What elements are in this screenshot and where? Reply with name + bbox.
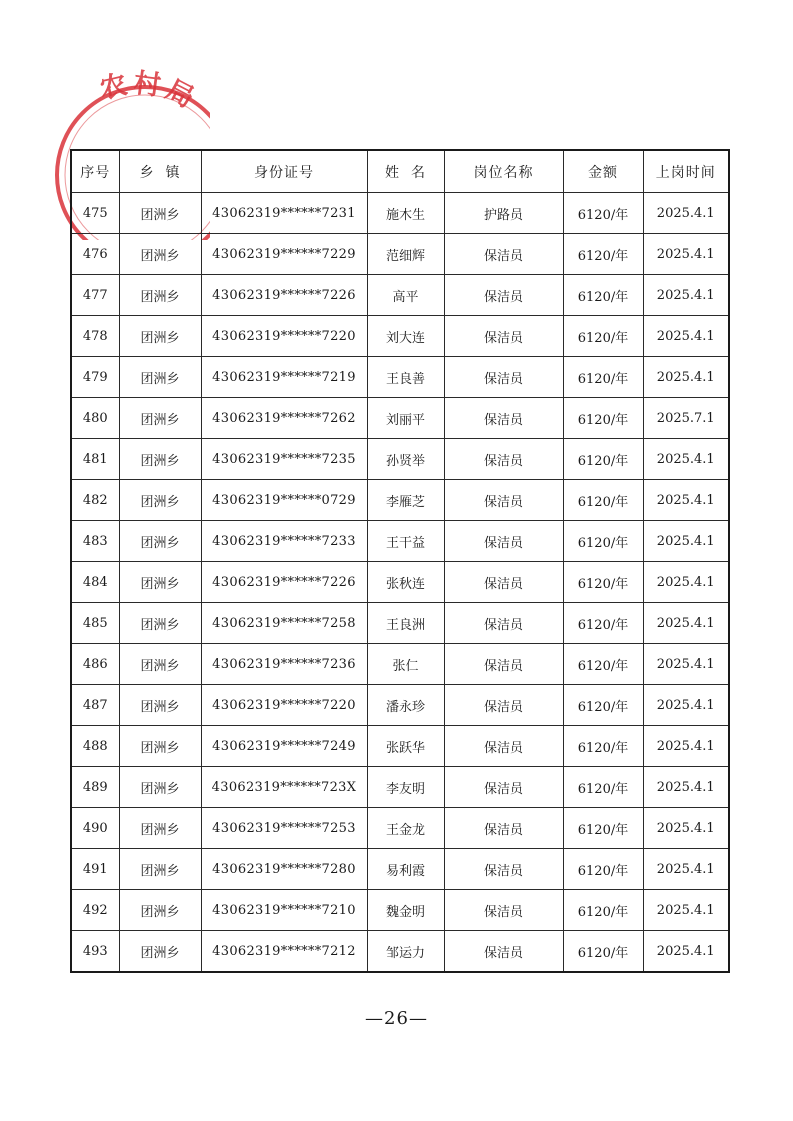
cell-name: 张仁 — [367, 644, 444, 685]
cell-name: 张跃华 — [367, 726, 444, 767]
cell-id: 43062319******7226 — [201, 275, 367, 316]
cell-amount: 6120/年 — [563, 316, 643, 357]
cell-name: 王良善 — [367, 357, 444, 398]
cell-seq: 491 — [71, 849, 119, 890]
cell-post: 保洁员 — [444, 603, 563, 644]
table-row — [71, 316, 729, 357]
cell-town: 团洲乡 — [119, 849, 201, 890]
header-start: 上岗时间 — [643, 150, 729, 193]
cell-id: 43062319******7236 — [201, 644, 367, 685]
table-row — [71, 808, 729, 849]
cell-id: 43062319******7220 — [201, 316, 367, 357]
cell-name: 刘丽平 — [367, 398, 444, 439]
cell-name: 潘永珍 — [367, 685, 444, 726]
cell-name: 范细辉 — [367, 234, 444, 275]
cell-start: 2025.4.1 — [643, 316, 729, 357]
header-town: 乡 镇 — [119, 150, 201, 193]
cell-post: 保洁员 — [444, 439, 563, 480]
cell-id: 43062319******7226 — [201, 562, 367, 603]
cell-seq: 478 — [71, 316, 119, 357]
cell-town: 团洲乡 — [119, 808, 201, 849]
table-row — [71, 603, 729, 644]
table-row — [71, 890, 729, 931]
table-row — [71, 767, 729, 808]
cell-post: 保洁员 — [444, 767, 563, 808]
cell-seq: 487 — [71, 685, 119, 726]
cell-seq: 482 — [71, 480, 119, 521]
table-row — [71, 931, 729, 973]
cell-amount: 6120/年 — [563, 357, 643, 398]
cell-start: 2025.4.1 — [643, 275, 729, 316]
cell-id: 43062319******7219 — [201, 357, 367, 398]
cell-seq: 481 — [71, 439, 119, 480]
cell-start: 2025.4.1 — [643, 726, 729, 767]
cell-amount: 6120/年 — [563, 726, 643, 767]
cell-post: 保洁员 — [444, 562, 563, 603]
cell-id: 43062319******7233 — [201, 521, 367, 562]
cell-name: 王干益 — [367, 521, 444, 562]
cell-seq: 484 — [71, 562, 119, 603]
cell-post: 保洁员 — [444, 398, 563, 439]
cell-town: 团洲乡 — [119, 193, 201, 234]
cell-start: 2025.4.1 — [643, 521, 729, 562]
cell-start: 2025.4.1 — [643, 931, 729, 973]
personnel-table — [70, 149, 730, 973]
cell-id: 43062319******7212 — [201, 931, 367, 973]
cell-id: 43062319******7220 — [201, 685, 367, 726]
cell-amount: 6120/年 — [563, 767, 643, 808]
table-row — [71, 480, 729, 521]
cell-name: 李友明 — [367, 767, 444, 808]
cell-post: 保洁员 — [444, 726, 563, 767]
cell-post: 保洁员 — [444, 316, 563, 357]
table-row — [71, 562, 729, 603]
cell-seq: 488 — [71, 726, 119, 767]
cell-amount: 6120/年 — [563, 603, 643, 644]
cell-town: 团洲乡 — [119, 726, 201, 767]
cell-post: 保洁员 — [444, 480, 563, 521]
cell-seq: 490 — [71, 808, 119, 849]
cell-name: 高平 — [367, 275, 444, 316]
cell-post: 保洁员 — [444, 357, 563, 398]
cell-start: 2025.4.1 — [643, 439, 729, 480]
cell-amount: 6120/年 — [563, 480, 643, 521]
cell-name: 魏金明 — [367, 890, 444, 931]
cell-id: 43062319******0729 — [201, 480, 367, 521]
table-row — [71, 193, 729, 234]
table-row — [71, 275, 729, 316]
cell-start: 2025.4.1 — [643, 890, 729, 931]
cell-id: 43062319******7258 — [201, 603, 367, 644]
cell-town: 团洲乡 — [119, 521, 201, 562]
cell-seq: 475 — [71, 193, 119, 234]
cell-amount: 6120/年 — [563, 849, 643, 890]
cell-id: 43062319******7262 — [201, 398, 367, 439]
cell-post: 保洁员 — [444, 931, 563, 973]
table-row — [71, 234, 729, 275]
cell-post: 保洁员 — [444, 234, 563, 275]
cell-town: 团洲乡 — [119, 439, 201, 480]
cell-seq: 479 — [71, 357, 119, 398]
cell-town: 团洲乡 — [119, 685, 201, 726]
cell-name: 易利霞 — [367, 849, 444, 890]
cell-post: 保洁员 — [444, 808, 563, 849]
cell-seq: 480 — [71, 398, 119, 439]
table-row — [71, 849, 729, 890]
table-row — [71, 685, 729, 726]
cell-amount: 6120/年 — [563, 193, 643, 234]
cell-amount: 6120/年 — [563, 890, 643, 931]
cell-seq: 492 — [71, 890, 119, 931]
cell-seq: 489 — [71, 767, 119, 808]
cell-seq: 493 — [71, 931, 119, 973]
cell-id: 43062319******7210 — [201, 890, 367, 931]
header-name: 姓 名 — [367, 150, 444, 193]
cell-id: 43062319******7229 — [201, 234, 367, 275]
cell-amount: 6120/年 — [563, 931, 643, 973]
cell-name: 施木生 — [367, 193, 444, 234]
cell-amount: 6120/年 — [563, 439, 643, 480]
cell-town: 团洲乡 — [119, 767, 201, 808]
cell-start: 2025.7.1 — [643, 398, 729, 439]
cell-post: 保洁员 — [444, 890, 563, 931]
cell-amount: 6120/年 — [563, 275, 643, 316]
cell-seq: 483 — [71, 521, 119, 562]
page-number: —26— — [365, 1008, 428, 1029]
cell-town: 团洲乡 — [119, 357, 201, 398]
svg-text:农村局: 农村局 — [96, 67, 203, 116]
cell-seq: 485 — [71, 603, 119, 644]
cell-town: 团洲乡 — [119, 644, 201, 685]
cell-start: 2025.4.1 — [643, 193, 729, 234]
cell-id: 43062319******7253 — [201, 808, 367, 849]
table-row — [71, 439, 729, 480]
cell-town: 团洲乡 — [119, 398, 201, 439]
cell-id: 43062319******723X — [201, 767, 367, 808]
cell-start: 2025.4.1 — [643, 644, 729, 685]
cell-start: 2025.4.1 — [643, 562, 729, 603]
cell-post: 护路员 — [444, 193, 563, 234]
cell-id: 43062319******7280 — [201, 849, 367, 890]
cell-town: 团洲乡 — [119, 562, 201, 603]
cell-post: 保洁员 — [444, 275, 563, 316]
header-id: 身份证号 — [201, 150, 367, 193]
cell-start: 2025.4.1 — [643, 849, 729, 890]
cell-id: 43062319******7235 — [201, 439, 367, 480]
cell-amount: 6120/年 — [563, 562, 643, 603]
header-post: 岗位名称 — [444, 150, 563, 193]
cell-town: 团洲乡 — [119, 275, 201, 316]
cell-post: 保洁员 — [444, 521, 563, 562]
table-body — [71, 193, 729, 973]
cell-post: 保洁员 — [444, 849, 563, 890]
cell-post: 保洁员 — [444, 685, 563, 726]
cell-town: 团洲乡 — [119, 890, 201, 931]
cell-seq: 477 — [71, 275, 119, 316]
table-row — [71, 726, 729, 767]
cell-amount: 6120/年 — [563, 234, 643, 275]
cell-seq: 476 — [71, 234, 119, 275]
cell-id: 43062319******7231 — [201, 193, 367, 234]
table-row — [71, 398, 729, 439]
cell-town: 团洲乡 — [119, 234, 201, 275]
cell-amount: 6120/年 — [563, 521, 643, 562]
cell-amount: 6120/年 — [563, 398, 643, 439]
cell-name: 张秋连 — [367, 562, 444, 603]
table-row — [71, 357, 729, 398]
cell-amount: 6120/年 — [563, 808, 643, 849]
header-seq: 序号 — [71, 150, 119, 193]
table-row — [71, 521, 729, 562]
cell-start: 2025.4.1 — [643, 808, 729, 849]
cell-start: 2025.4.1 — [643, 357, 729, 398]
cell-name: 王良洲 — [367, 603, 444, 644]
cell-town: 团洲乡 — [119, 480, 201, 521]
cell-start: 2025.4.1 — [643, 234, 729, 275]
cell-name: 刘大连 — [367, 316, 444, 357]
cell-start: 2025.4.1 — [643, 603, 729, 644]
cell-town: 团洲乡 — [119, 316, 201, 357]
header-amount: 金额 — [563, 150, 643, 193]
cell-town: 团洲乡 — [119, 931, 201, 973]
cell-town: 团洲乡 — [119, 603, 201, 644]
cell-post: 保洁员 — [444, 644, 563, 685]
cell-amount: 6120/年 — [563, 685, 643, 726]
cell-name: 孙贤举 — [367, 439, 444, 480]
cell-name: 王金龙 — [367, 808, 444, 849]
cell-amount: 6120/年 — [563, 644, 643, 685]
cell-start: 2025.4.1 — [643, 685, 729, 726]
cell-id: 43062319******7249 — [201, 726, 367, 767]
cell-seq: 486 — [71, 644, 119, 685]
cell-start: 2025.4.1 — [643, 767, 729, 808]
table-header-row — [71, 150, 729, 193]
cell-start: 2025.4.1 — [643, 480, 729, 521]
cell-name: 李雁芝 — [367, 480, 444, 521]
cell-name: 邹运力 — [367, 931, 444, 973]
table-row — [71, 644, 729, 685]
